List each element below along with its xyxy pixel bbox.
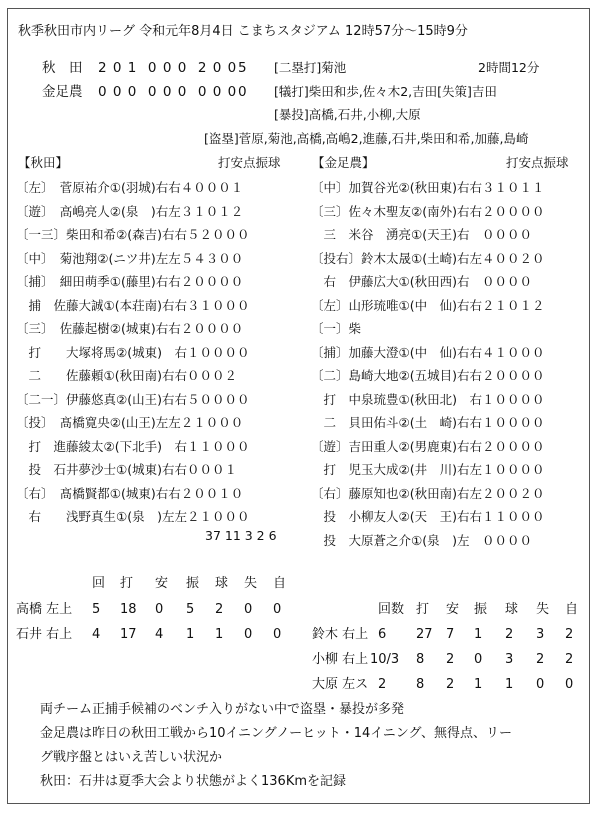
table-row: 打 児玉大成②(井 川)右左１００００: [311, 462, 545, 477]
table-cell: 4: [155, 627, 164, 642]
table-cell: 1: [505, 677, 514, 692]
table-row: 〔二〕島崎大地②(五城目)右右２００００: [311, 368, 545, 383]
column-header: 回: [92, 576, 106, 591]
table-row: 打 進藤綾太②(下北手) 右１１０００: [16, 438, 250, 454]
table-cell: 2: [565, 652, 574, 667]
table-row: 〔右〕 髙橋賢都①(城東)右右２００１０: [16, 485, 244, 501]
table-row: 〔捕〕加藤大澄①(中 仙)右右４１０００: [311, 344, 545, 360]
table-cell: 0: [273, 627, 282, 642]
table-row: 〔投〕 髙橋寛央②(山王)左左２１０００: [16, 415, 244, 430]
column-header: 安: [155, 576, 169, 591]
table-row: 三 米谷 湧亮①(天王)右 ００００: [311, 227, 532, 242]
away-innings: 0 0 0 0 0 0 0 0 0: [98, 84, 238, 100]
table-cell: 3: [536, 627, 545, 642]
table-cell: 0: [536, 677, 545, 692]
table-cell: 18: [120, 602, 137, 617]
home-runs: 5: [238, 60, 247, 76]
table-row: 〔左〕 菅原祐介①(羽城)右右４０００１: [16, 180, 244, 195]
column-header: 回数: [378, 602, 405, 617]
pitcher-name: 小柳 右上: [312, 652, 369, 667]
table-row: 〔三〕佐々木聖友②(南外)右右２００００: [311, 203, 545, 219]
table-row: 〔一〕柴: [311, 321, 362, 336]
pitcher-name: 高橋 左上: [16, 602, 73, 617]
steals-note: [盗塁]菅原,菊池,高橋,高嶋2,進藤,石井,柴田和希,加藤,島崎: [204, 131, 529, 146]
game-header: 秋季秋田市内リーグ 令和元年8月4日 こまちスタジアム 12時57分～15時9分: [18, 24, 468, 39]
sacrifice-note: [犠打]柴田和歩,佐々木2,吉田[失策]吉田: [274, 84, 497, 99]
table-cell: 1: [474, 627, 483, 642]
table-row: 投 小柳友人②(天 王)右右１１０００: [311, 509, 545, 524]
table-row: 〔投右〕鈴木太晟①(土崎)右左４００２０: [311, 250, 545, 266]
right-box-title: 【金足農】: [312, 155, 375, 170]
table-cell: 4: [92, 627, 101, 642]
table-cell: 1: [215, 627, 224, 642]
column-header: 打: [416, 602, 430, 617]
away-team-name: 金足農: [42, 84, 83, 100]
table-cell: 0: [155, 602, 164, 617]
home-team-name: 秋 田: [42, 60, 83, 76]
table-row: 〔右〕藤原知也②(秋田南)右左２００２０: [311, 485, 545, 501]
table-cell: 7: [446, 627, 455, 642]
home-innings: 2 0 1 0 0 0 2 0 0: [98, 60, 238, 76]
column-header: 自: [565, 602, 579, 617]
wild-pitch-note: [暴投]高橋,石井,小柳,大原: [274, 107, 421, 122]
column-header: 振: [186, 576, 200, 591]
table-row: 捕 佐藤大誠①(本荘南)右右３１０００: [16, 297, 250, 313]
table-cell: 2: [536, 652, 545, 667]
column-header: 安: [446, 602, 460, 617]
column-header: 自: [273, 576, 287, 591]
column-header: 失: [536, 602, 550, 617]
table-row: 〔中〕 菊池翔②(ニツ井)左左５４３００: [16, 250, 244, 266]
table-row: 右 伊藤広大①(秋田西)右 ００００: [311, 274, 532, 289]
commentary-line: グ戦序盤とはいえ苦しい状況か: [40, 750, 223, 765]
column-header: 振: [474, 602, 488, 617]
table-cell: 0: [565, 677, 574, 692]
table-row: 投 石井夢沙士①(城東)右右０００１: [16, 462, 237, 477]
table-row: 投 大原蒼之介①(泉 )左 ００００: [311, 532, 532, 548]
table-row: 〔左〕山形琉唯①(中 仙)右右２１０１２: [311, 297, 545, 313]
table-row: 二 佐藤頼①(秋田南)右右０００２: [16, 368, 237, 383]
table-row: 〔遊〕 高嶋亮人②(泉 )右左３１０１２: [16, 203, 244, 219]
table-cell: 5: [92, 602, 101, 617]
table-cell: 2: [505, 627, 514, 642]
game-duration: 2時間12分: [478, 60, 540, 75]
table-row: 〔二一〕伊藤悠真②(山王)右右５００００: [16, 391, 250, 407]
left-box-title: 【秋田】: [18, 155, 69, 170]
commentary-line: 秋田：石井は夏季大会より状態がよく136Kmを記録: [40, 774, 347, 789]
column-header: 失: [244, 576, 258, 591]
table-cell: 0: [273, 602, 282, 617]
table-cell: 6: [378, 627, 387, 642]
pitcher-name: 大原 左ス: [312, 677, 369, 692]
table-cell: 8: [416, 677, 425, 692]
table-cell: 0: [244, 627, 253, 642]
table-row: 右 浅野真生①(泉 )左左２１０００: [16, 509, 250, 524]
pitcher-name: 鈴木 右上: [312, 627, 369, 642]
table-cell: 2: [446, 652, 455, 667]
table-row: 〔三〕 佐藤起樹②(城東)右右２００００: [16, 321, 244, 336]
table-row: 〔捕〕 細田萌季①(藤里)右右２００００: [16, 274, 244, 289]
table-cell: 1: [186, 627, 195, 642]
column-header: 球: [215, 576, 229, 591]
doubles-note: [二塁打]菊池: [274, 60, 347, 75]
commentary-line: 両チーム正捕手候補のベンチ入りがない中で盗塁・暴投が多発: [40, 702, 405, 717]
away-runs: 0: [238, 84, 247, 100]
table-cell: 17: [120, 627, 137, 642]
table-row: 〔一三〕柴田和希②(森吉)右右５２０００: [16, 227, 250, 242]
table-cell: 2: [446, 677, 455, 692]
table-row: 〔遊〕吉田重人②(男鹿東)右右２００００: [311, 438, 545, 454]
column-header: 球: [505, 602, 519, 617]
table-cell: 2: [215, 602, 224, 617]
table-cell: 2: [565, 627, 574, 642]
column-header: 打: [120, 576, 134, 591]
right-box-columns: 打安点振球: [506, 155, 569, 170]
commentary-line: 金足農は昨日の秋田工戦から10イニングノーヒット・14イニング、無得点、リー: [40, 726, 512, 741]
pitcher-name: 石井 右上: [16, 627, 73, 642]
left-box-total: 37 11 3 2 6: [205, 528, 277, 543]
table-cell: 0: [474, 652, 483, 667]
table-row: 〔中〕加賀谷光②(秋田東)右右３１０１１: [311, 180, 545, 195]
table-row: 打 中泉琉豊①(秋田北) 右１００００: [311, 391, 545, 407]
table-cell: 3: [505, 652, 514, 667]
table-cell: 27: [416, 627, 433, 642]
table-cell: 5: [186, 602, 195, 617]
table-cell: 8: [416, 652, 425, 667]
left-box-columns: 打安点振球: [218, 155, 281, 170]
table-cell: 1: [474, 677, 483, 692]
table-row: 二 貝田佑斗②(土 崎)右右１００００: [311, 415, 545, 430]
table-cell: 2: [378, 677, 387, 692]
table-cell: 10/3: [370, 652, 400, 667]
table-row: 打 大塚将馬②(城東) 右１００００: [16, 344, 250, 360]
table-cell: 0: [244, 602, 253, 617]
